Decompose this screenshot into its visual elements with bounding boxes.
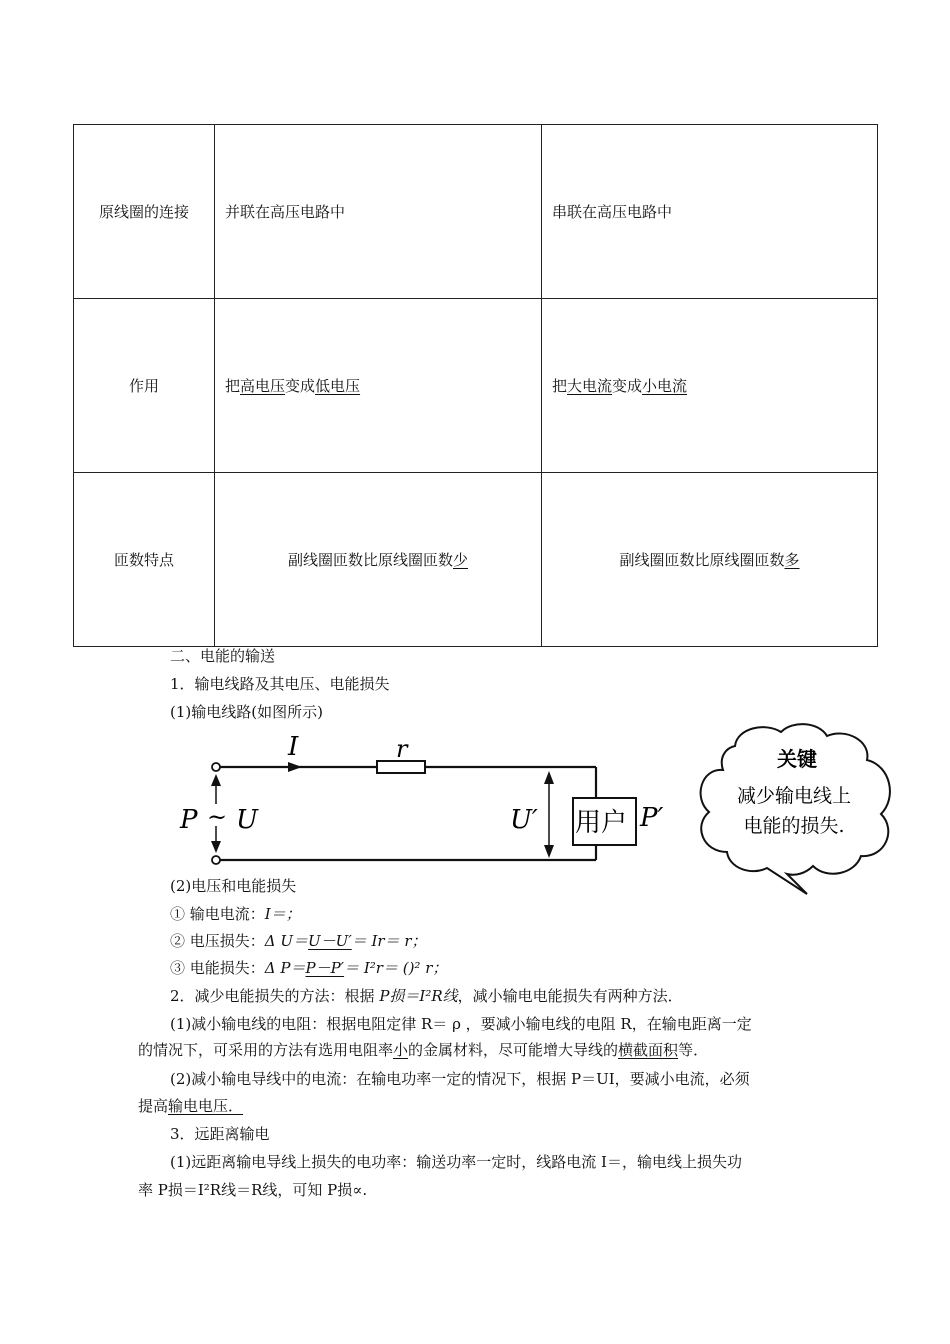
row-label: 原线圈的连接 [74, 125, 215, 299]
item-1: 1．输电线路及其电压、电能损失 [170, 675, 390, 693]
cell-voltage-transformer: 并联在高压电路中 [215, 125, 542, 299]
sub-item-1: (1)输电线路(如图所示) [170, 703, 323, 721]
comparison-table [73, 124, 878, 647]
callout-line-2: 电能的损失. [743, 815, 845, 837]
formula-power-loss: ③ 电能损失：Δ P＝P－P′＝ I²r＝ ()² r； [170, 959, 448, 977]
method-1-line-2: 的情况下，可采用的方法有选用电阻率小的金属材料，尽可能增大导线的横截面积等． [138, 1041, 709, 1059]
label-current: I [288, 732, 299, 762]
formula-voltage-loss: ② 电压损失：Δ U＝U－U′＝ Ir＝ r； [170, 932, 427, 950]
distance-line-1: (1)远距离输电导线上损失的电功率：输送功率一定时，线路电流 I＝，输电线上损失功 [170, 1153, 742, 1171]
label-user-voltage: U′ [510, 805, 538, 835]
callout-line-1: 减少输电线上 [736, 785, 852, 807]
cell-current-transformer: 串联在高压电路中 [542, 125, 878, 299]
cell-voltage-transformer: 把高电压变成低电压 [215, 299, 542, 473]
key-callout [695, 718, 900, 896]
sub-item-2: (2)电压和电能损失 [170, 877, 297, 895]
distance-line-2: 率 P损＝I²R线＝R线，可知 P损∝. [138, 1181, 368, 1199]
label-user: 用户 [575, 808, 628, 838]
callout-title: 关键 [777, 747, 817, 771]
item-2: 2．减少电能损失的方法：根据 P损＝I²R线，减小输电电能损失有两种方法． [170, 987, 683, 1005]
method-2-line-1: (2)减小输电导线中的电流：在输电功率一定的情况下，根据 P＝UI，要减小电流，必须 [170, 1070, 750, 1088]
item-3: 3．远距离输电 [170, 1125, 270, 1143]
circuit-diagram [170, 728, 690, 878]
section-title: 二、电能的输送 [170, 647, 276, 665]
method-1-line-1: (1)减小输电线的电阻：根据电阻定律 R＝ ρ ，要减小输电线的电阻 R，在输电距离一定 [170, 1015, 752, 1033]
method-2-line-2: 提高输电电压． [138, 1097, 244, 1115]
table-row [74, 299, 878, 473]
table-row [74, 125, 878, 299]
label-user-power: P′ [640, 803, 664, 833]
cell-voltage-transformer: 副线圈匝数比原线圈匝数少 [215, 473, 542, 647]
label-ac-source: ~ [207, 803, 228, 831]
formula-current: ① 输电电流：I＝； [170, 905, 301, 923]
row-label: 匝数特点 [74, 473, 215, 647]
table-row [74, 473, 878, 647]
label-resistance: r [396, 735, 408, 763]
row-label: 作用 [74, 299, 215, 473]
cell-current-transformer: 把大电流变成小电流 [542, 299, 878, 473]
label-voltage: U [236, 805, 258, 835]
cell-current-transformer: 副线圈匝数比原线圈匝数多 [542, 473, 878, 647]
label-power: P [180, 805, 198, 835]
